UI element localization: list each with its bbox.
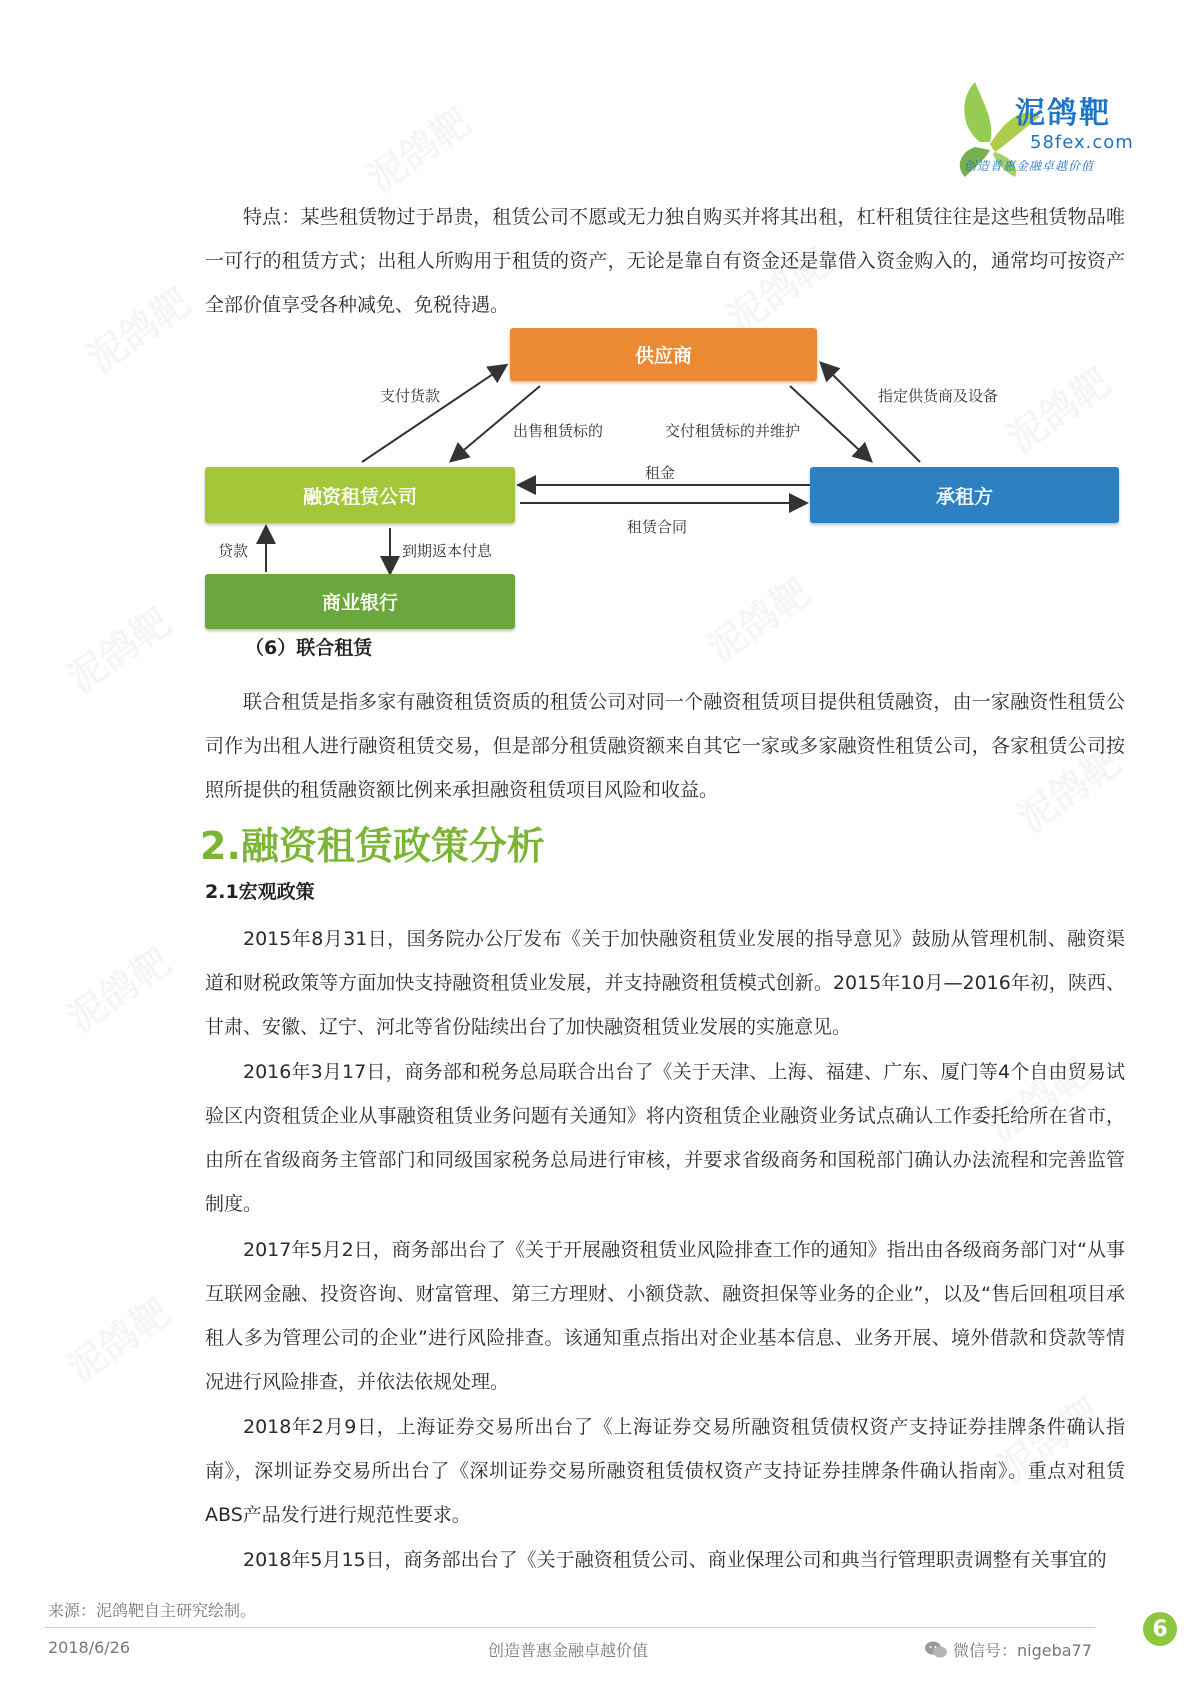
label-designate: 指定供货商及设备 bbox=[878, 387, 999, 405]
watermark: 泥鸽靶 bbox=[699, 569, 819, 672]
policy-paragraph: 2018年5月15日，商务部出台了《关于融资租赁公司、商业保理公司和典当行管理职责调整有关事宜的 bbox=[243, 1549, 1107, 1571]
leasing-flow-diagram bbox=[0, 0, 1190, 640]
watermark: 泥鸽靶 bbox=[79, 279, 199, 382]
logo-domain: 58fex.com bbox=[1030, 132, 1134, 153]
label-rent: 租金 bbox=[645, 464, 676, 482]
logo-name: 泥鸽靶 bbox=[1015, 96, 1111, 131]
intro-paragraph: 特点：某些租赁物过于昂贵，租赁公司不愿或无力独自购买并将其出租，杠杆租赁往往是这些租赁物品唯一可行的租赁方式；出租人所购用于租赁的资产，无论是靠自有资金还是靠借入资金购入的，通常均可按资产全部价值享受各种减免、免税待遇。 bbox=[205, 206, 1125, 316]
label-sell: 出售租赁标的 bbox=[513, 422, 604, 440]
footer-divider bbox=[45, 1627, 1095, 1628]
watermark: 泥鸽靶 bbox=[989, 1389, 1109, 1492]
node-supplier: 供应商 bbox=[510, 328, 817, 381]
watermark: 泥鸽靶 bbox=[59, 599, 179, 702]
policy-paragraph: 2015年8月31日，国务院办公厅发布《关于加快融资租赁业发展的指导意见》鼓励从管理机制、融资渠道和财税政策等方面加快支持融资租赁业发展，并支持融资租赁模式创新。2015年10月—2016年初，陕西、甘肃、安徽、辽宁、河北等省份陆续出台了加快融资租赁业发展的实施意见。 bbox=[205, 928, 1125, 1038]
wechat-id: 微信号：nigeba77 bbox=[953, 1641, 1092, 1660]
section-title: 2.融资租赁政策分析 bbox=[200, 824, 545, 868]
label-repay: 到期返本付息 bbox=[402, 542, 493, 560]
section-heading-joint-lease: （6）联合租赁 bbox=[245, 637, 373, 659]
watermark: 泥鸽靶 bbox=[719, 239, 839, 342]
policy-paragraph: 2017年5月2日，商务部出台了《关于开展融资租赁业风险排查工作的通知》指出由各级商务部门对“从事互联网金融、投资咨询、财富管理、第三方理财、小额贷款、融资担保等业务的企业”，以及“售后回租项目承租人多为管理公司的企业”进行风险排查。该通知重点指出对企业基本信息、业务开展、境外借款和贷款等情况进行风险排查，并依法依规处理。 bbox=[205, 1239, 1125, 1393]
watermark: 泥鸽靶 bbox=[359, 99, 479, 202]
footer-slogan: 创造普惠金融卓越价值 bbox=[488, 1641, 649, 1660]
footer-wechat bbox=[925, 1638, 1092, 1661]
watermark: 泥鸽靶 bbox=[979, 1049, 1099, 1152]
label-loan: 贷款 bbox=[218, 542, 249, 560]
label-deliver: 交付租赁标的并维护 bbox=[665, 422, 801, 440]
subsection-title: 2.1宏观政策 bbox=[205, 881, 315, 903]
arrow-pay bbox=[362, 366, 505, 462]
joint-lease-paragraph: 联合租赁是指多家有融资租赁资质的租赁公司对同一个融资租赁项目提供租赁融资，由一家融资性租赁公司作为出租人进行融资租赁交易，但是部分租赁融资额来自其它一家或多家融资性租赁公司，各家租赁公司按照所提供的租赁融资额比例来承担融资租赁项目风险和收益。 bbox=[205, 691, 1125, 801]
watermark: 泥鸽靶 bbox=[59, 1289, 179, 1392]
watermark: 泥鸽靶 bbox=[59, 939, 179, 1042]
arrow-designate bbox=[822, 364, 920, 462]
label-pay: 支付货款 bbox=[380, 387, 441, 405]
wechat-icon bbox=[925, 1641, 947, 1659]
page-number: 6 bbox=[1143, 1612, 1177, 1646]
footer-date: 2018/6/26 bbox=[48, 1638, 131, 1657]
source-note: 来源：泥鸽靶自主研究绘制。 bbox=[48, 1601, 257, 1620]
node-lessor: 融资租赁公司 bbox=[205, 467, 515, 523]
node-bank: 商业银行 bbox=[205, 574, 515, 629]
watermark: 泥鸽靶 bbox=[999, 359, 1119, 462]
policy-paragraph: 2018年2月9日，上海证券交易所出台了《上海证券交易所融资租赁债权资产支持证券挂牌条件确认指南》，深圳证券交易所出台了《深圳证券交易所融资租赁债权资产支持证券挂牌条件确认指南》。重点对租赁ABS产品发行进行规范性要求。 bbox=[205, 1416, 1125, 1526]
node-lessee: 承租方 bbox=[810, 467, 1119, 523]
logo-slogan: 创造普惠金融卓越价值 bbox=[964, 159, 1095, 173]
policy-paragraph: 2016年3月17日，商务部和税务总局联合出台了《关于天津、上海、福建、广东、厦门等4个自由贸易试验区内资租赁企业从事融资租赁业务问题有关通知》将内资租赁企业融资业务试点确认工作委托给所在省市，由所在省级商务主管部门和同级国家税务总局进行审核，并要求省级商务和国税部门确认办法流程和完善监管制度。 bbox=[205, 1061, 1125, 1215]
arrow-deliver bbox=[790, 386, 870, 460]
label-contract: 租赁合同 bbox=[627, 518, 688, 536]
watermark: 泥鸽靶 bbox=[1009, 739, 1129, 842]
